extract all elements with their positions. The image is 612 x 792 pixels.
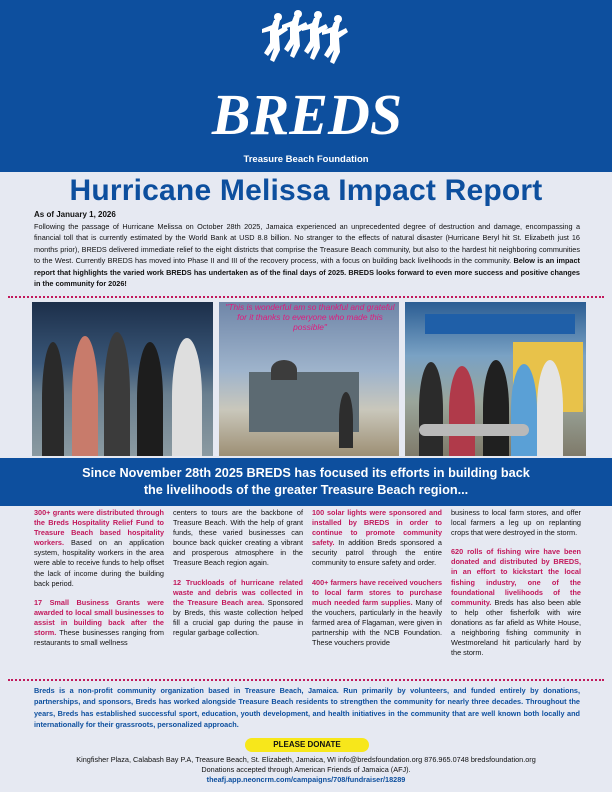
testimonial-quote: "This is wonderful am so thankful and grateful for it thanks to everyone who made this possible"	[225, 302, 395, 332]
c2-highlight-2: 12 Truckloads of hurricane related waste and debris was collected in the Treasure Beach area.	[173, 577, 303, 607]
focus-banner	[0, 458, 612, 506]
intro-plain: Following the passage of Hurricane Melissa on October 28th 2025, Jamaica experienced an unprecedented degree of destruction and damage, encompassing a financial toll that is currently estimated by the World Bank at USD 8.8 billion. No stranger to the effects of natural disaster (Hurricane Beryl hit St. Elizabeth just 16 months prior), BREDS delivered immediate relief to the eight districts that comprise the Treasure Beach community, but also to the hardest hit neighboring communities to the West. Currently BREDS has moved into Phase II and III of the recovery process, with a focus on building back livelihoods in the community.	[34, 222, 580, 266]
c4-highlight-2: 620 rolls of fishing wire have been donated and distributed by BREDS, in an effort to kickstart the local fishing industry, one of the foundational livelihoods of the community.	[451, 547, 581, 607]
header-banner	[0, 0, 612, 172]
c2-text-2: Sponsored by Breds, this waste collection helped fill a crucial gap during the pause in regular garbage collection.	[173, 597, 303, 638]
c1-highlight-2: 17 Small Business Grants were awarded to local small businesses to assist in building back after the storm.	[34, 597, 164, 638]
c3-highlight-1: 100 solar lights were sponsored and installed by BREDS in order to continue to promote community safety.	[312, 508, 442, 548]
focus-banner-line-1: Since November 28th 2025 BREDS has focused its efforts in building back	[82, 466, 530, 480]
c2-text-1: centers to tours are the backbone of Treasure Beach. With the help of grant funds, these varied businesses can bounce back quicker creating a vibrant and prosperous atmosphere in the Treasure Beach region again.	[173, 508, 303, 568]
c1-text-2: These businesses ranging from restaurants to small wellness	[34, 628, 164, 648]
focus-banner-line-2: the livelihoods of the greater Treasure Beach region...	[143, 483, 469, 497]
column-4	[451, 508, 581, 667]
column-2	[173, 508, 303, 647]
photo-fishing-wire	[405, 302, 586, 456]
c1-highlight-1: 300+ grants were distributed through the Breds Hospitality Relief Fund to Treasure Beach based hospitality workers.	[34, 508, 164, 548]
divider-bottom	[8, 679, 604, 681]
donate-button[interactable]: PLEASE DONATE	[245, 738, 369, 752]
c3-highlight-2: 400+ farmers have received vouchers to local farm stores to purchase much needed farm supplies.	[312, 577, 443, 607]
tagline: Treasure Beach Foundation	[243, 154, 369, 165]
photo-hospitality-workers	[32, 302, 213, 456]
page-title: Hurricane Melissa Impact Report	[69, 174, 543, 207]
column-1	[34, 508, 164, 657]
c3-text-1: In addition Breds sponsored a security patrol through the entire community to ensure safety and order.	[312, 538, 442, 568]
logo-wordmark: BREDS	[211, 82, 403, 147]
intro-bold: Below is an impact report that highlights the varied work BREDS has undertaken as of the final days of 2025. BREDS looks forward to even more success and positive changes in the community for 2026!	[34, 256, 580, 289]
about-breds: Breds is a non-profit community organization based in Treasure Beach, Jamaica. Run primarily by volunteers, and funded entirely by donations, partnerships, and sponsors, Breds has worked alongside Treasure Beach residents to strengthen the community for nearly three decades. Throughout the years, Breds has established successful sport, education, youth development, and health initiatives in the community that are well known both locally and internationally for their grassroots, personalized approach.	[34, 686, 580, 730]
contact-info	[0, 755, 612, 785]
breds-logo	[211, 12, 403, 152]
c4-text-2: Breds has also been able to help other fisherfolk with wire donations as far afield as White House, a neighboring fishing community in Westmoreland hit particularly hard by the storm.	[451, 597, 581, 658]
c1-text-1: Based on an application system, hospitality workers in the area were able to receive funds to help offset the lack of income during the building back period.	[34, 538, 164, 588]
column-3	[312, 508, 442, 657]
intro-paragraph	[34, 221, 580, 289]
divider-top	[8, 296, 604, 298]
c3-text-2: Many of the vouchers, particularly in the heavily farmed area of Flagaman, were given in partnership with the NCB Foundation. These vouchers provide	[312, 597, 442, 648]
as-of-date: As of January 1, 2026	[34, 210, 116, 219]
c4-text-1: business to local farm stores, and offer local farmers a leg up on replanting crops that were destroyed in the storm.	[451, 508, 581, 538]
address-line: Kingfisher Plaza, Calabash Bay P.A, Treasure Beach, St. Elizabeth, Jamaica, WI info@bredsfoundation.org 876.965.0748 bredsfoundation.org	[76, 755, 536, 764]
donate-link[interactable]: theafj.app.neoncrm.com/campaigns/708/fundraiser/18289	[206, 775, 406, 784]
donations-note: Donations accepted through American Friends of Jamaica (AFJ).	[201, 765, 411, 774]
figures-icon	[262, 10, 348, 64]
